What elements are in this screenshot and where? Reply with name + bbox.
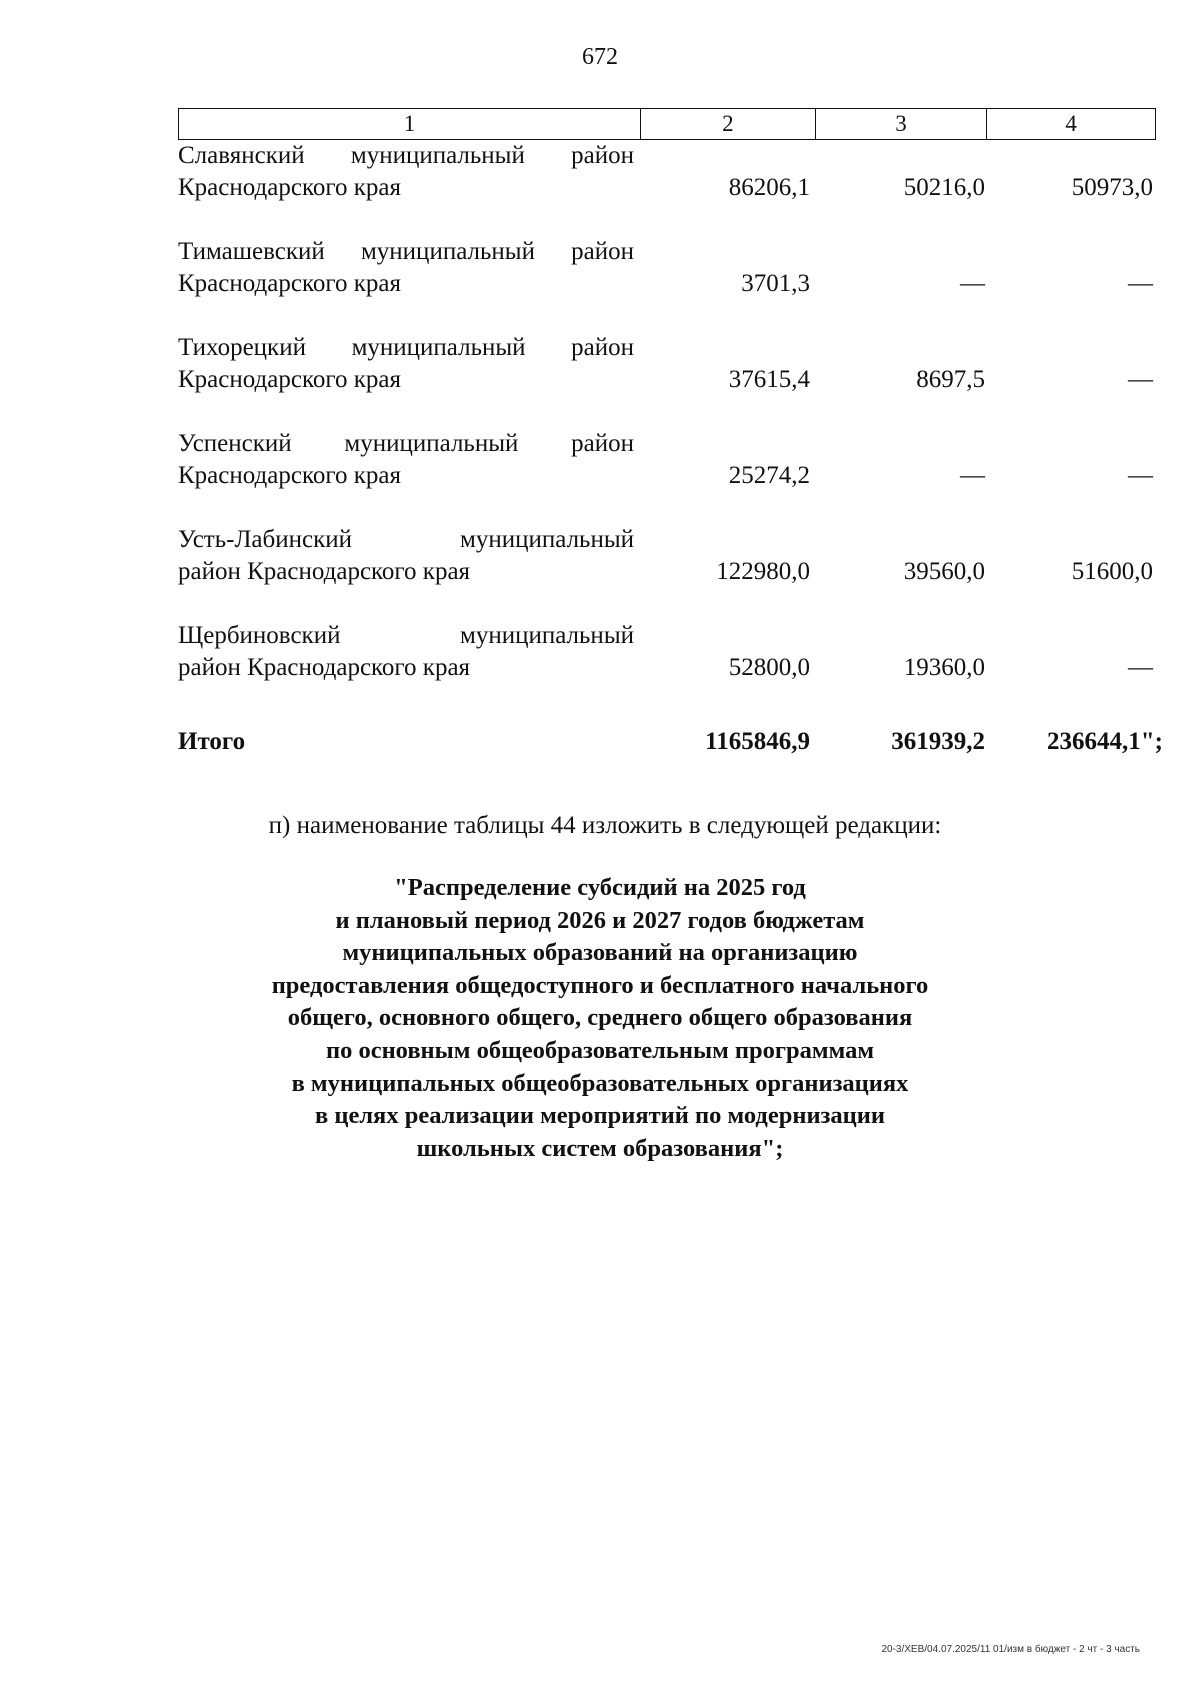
row-value-col4: 51600,0: [1071, 558, 1153, 585]
row-name: [178, 332, 634, 396]
table-title-line: муниципальных образований на организацию: [342, 939, 858, 967]
document-footer: 20-3/XEB/04.07.2025/11 01/изм в бюджет - 2 чт - 3 часть: [881, 1644, 1140, 1655]
total-value-col4: 236644,1";: [1047, 728, 1163, 755]
row-name-line2: район Краснодарского края: [178, 558, 471, 585]
total-value-col3: 361939,2: [891, 728, 985, 755]
row-name-line1: Щербиновский муниципальный: [178, 622, 634, 649]
row-value-col3: 50216,0: [903, 174, 985, 201]
row-value-col2: 3701,3: [741, 270, 810, 297]
row-name-line2: Краснодарского края: [178, 462, 401, 489]
table-title-line: предоставления общедоступного и бесплатного начального: [271, 971, 929, 999]
row-name: [178, 140, 634, 204]
table-title: [0, 872, 1200, 1165]
row-name: [178, 428, 634, 492]
row-value-col4: —: [1128, 366, 1153, 393]
row-name: [178, 620, 634, 684]
column-header-3: 3: [815, 109, 987, 139]
row-value-col3: —: [960, 462, 985, 489]
row-value-col4: —: [1128, 654, 1153, 681]
row-name-line2: район Краснодарского края: [178, 654, 471, 681]
table-title-line: "Распределение субсидий на 2025 год: [394, 874, 806, 901]
row-value-col3: 39560,0: [903, 558, 985, 585]
row-value-col3: —: [960, 270, 985, 297]
table-title-line: по основным общеобразовательным программам: [325, 1036, 875, 1064]
amendment-instruction: п) наименование таблицы 44 изложить в следующей редакции:: [268, 812, 942, 839]
table-title-line: школьных систем образования";: [416, 1134, 784, 1162]
row-name-line1: Тихорецкий муниципальный район: [178, 334, 634, 361]
table-title-line: в муниципальных общеобразовательных организациях: [291, 1069, 909, 1097]
row-value-col2: 122980,0: [716, 558, 810, 585]
row-name-line1: Тимашевский муниципальный район: [178, 238, 634, 265]
row-value-col3: 19360,0: [903, 654, 985, 681]
column-header-4: 4: [986, 109, 1155, 139]
table-title-line: и плановый период 2026 и 2027 годов бюджетам: [335, 906, 865, 934]
column-header-1: 1: [403, 111, 416, 136]
total-label: Итого: [178, 728, 246, 755]
row-value-col4: —: [1128, 270, 1153, 297]
row-value-col2: 37615,4: [728, 366, 810, 393]
row-value-col2: 52800,0: [728, 654, 810, 681]
page-number: 672: [582, 44, 618, 70]
row-name-line1: Славянский муниципальный район: [178, 142, 634, 169]
row-name-line2: Краснодарского края: [178, 174, 401, 201]
row-name-line1: Успенский муниципальный район: [178, 430, 634, 457]
table-header: [178, 108, 1156, 140]
row-name-line2: Краснодарского края: [178, 366, 401, 393]
table-title-line: общего, основного общего, среднего общего образования: [287, 1004, 913, 1032]
column-header-2: 2: [640, 109, 815, 139]
row-value-col2: 25274,2: [728, 462, 810, 489]
row-value-col4: —: [1128, 462, 1153, 489]
total-value-col2: 1165846,9: [705, 728, 810, 755]
table-title-line: в целях реализации мероприятий по модернизации: [314, 1102, 886, 1130]
row-name: [178, 524, 634, 588]
row-value-col2: 86206,1: [728, 174, 810, 201]
row-name: [178, 236, 634, 300]
row-name-line2: Краснодарского края: [178, 270, 401, 297]
row-value-col3: 8697,5: [916, 366, 985, 393]
row-value-col4: 50973,0: [1071, 174, 1153, 201]
row-name-line1: Усть-Лабинский муниципальный: [178, 526, 634, 553]
